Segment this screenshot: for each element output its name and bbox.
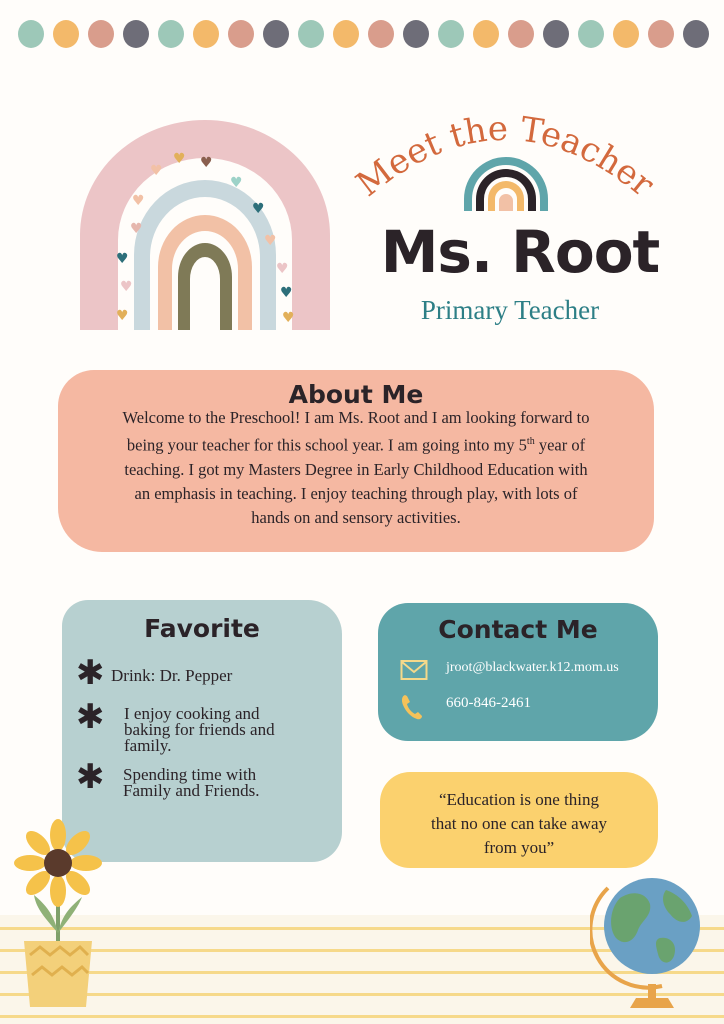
svg-text:♥: ♥ [130,221,143,237]
decorative-dot [473,20,499,48]
asterisk-icon: ✱ [76,757,105,797]
phone-text[interactable]: 660-846-2461 [446,695,531,711]
contact-card [378,603,658,741]
favorite-card [62,600,342,862]
decorative-dot [368,20,394,48]
decorative-dot [298,20,324,48]
asterisk-icon: ✱ [76,697,105,737]
decorative-dot [158,20,184,48]
svg-text:♥: ♥ [173,151,186,167]
decorative-dot [53,20,79,48]
decorative-dot [578,20,604,48]
quote-card [380,772,658,868]
svg-text:♥: ♥ [276,261,289,277]
about-me-heading: About Me [288,380,424,409]
phone-row[interactable] [400,693,650,723]
teacher-name: Ms. Root [380,218,660,286]
svg-text:♥: ♥ [230,175,243,191]
quote-text: “Education is one thing that no one can take away from you” [430,790,608,857]
phone-icon [400,693,424,721]
globe-illustration [590,868,708,1013]
email-text[interactable]: jroot@blackwater.k12.mom.us [446,660,619,675]
list-item: ✱ Spending time with Family and Friends. [76,757,260,800]
svg-text:♥: ♥ [282,310,295,326]
kicker-text: Meet the Teacher [348,108,662,205]
svg-text:♥: ♥ [264,233,277,249]
about-me-text: Welcome to the Preschool! I am Ms. Root and I am looking forward to being your teacher for this school year. I am going into my 5th year of teaching. I got my Masters Degree in Early Childhood Education with an emphasis in teaching. I enjoy teaching through play, with lots of hands on and sensory activities. [122,408,590,527]
list-item: ✱ I enjoy cooking and baking for friends and family. [76,697,275,755]
decorative-dot-row [18,20,708,48]
decorative-dot [613,20,639,48]
favorite-heading: Favorite [144,614,260,643]
decorative-dot [543,20,569,48]
envelope-icon [400,659,428,681]
list-item: ✱ Drink: Dr. Pepper [76,653,233,693]
svg-text:♥: ♥ [200,155,213,171]
decorative-dot [88,20,114,48]
decorative-dot [333,20,359,48]
svg-text:♥: ♥ [280,285,293,301]
decorative-dot [438,20,464,48]
decorative-dot [228,20,254,48]
svg-text:♥: ♥ [116,251,129,267]
decorative-dot [683,20,709,48]
rainbow-illustration [70,115,340,335]
decorative-dot [123,20,149,48]
decorative-dot [263,20,289,48]
svg-text:♥: ♥ [150,163,163,179]
sunflower-pot-illustration [12,815,104,1010]
about-me-card [58,370,654,552]
decorative-dot [193,20,219,48]
email-row[interactable] [400,659,650,689]
decorative-dot [18,20,44,48]
svg-text:♥: ♥ [252,201,265,217]
small-rainbow-icon [462,155,550,211]
svg-text:♥: ♥ [120,279,133,295]
decorative-dot [648,20,674,48]
asterisk-icon: ✱ [76,653,105,693]
decorative-dot [403,20,429,48]
svg-text:♥: ♥ [132,193,145,209]
svg-text:♥: ♥ [116,308,129,324]
decorative-dot [508,20,534,48]
contact-heading: Contact Me [438,615,598,644]
teacher-role: Primary Teacher [420,295,600,325]
